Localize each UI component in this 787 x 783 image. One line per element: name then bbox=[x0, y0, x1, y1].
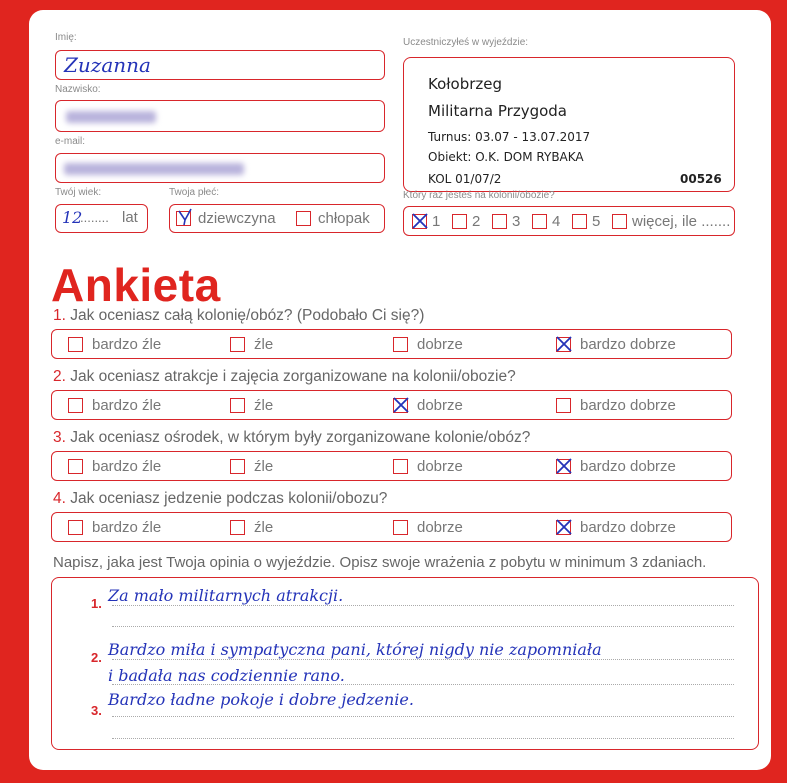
wiek-value: 12 bbox=[62, 208, 83, 227]
rating-option-label: bardzo dobrze bbox=[580, 336, 676, 353]
times-checkbox-more[interactable] bbox=[612, 214, 627, 229]
rating-option-label: bardzo źle bbox=[92, 458, 162, 475]
rating-row-4 bbox=[51, 512, 732, 542]
nazwisko-label: Nazwisko: bbox=[55, 84, 101, 95]
rating-option-label: bardzo dobrze bbox=[580, 397, 676, 414]
times-option-3: 3 bbox=[512, 213, 521, 230]
wiek-dots: ........ bbox=[80, 210, 109, 225]
rating-option-label: bardzo źle bbox=[92, 336, 162, 353]
rating-option-label: źle bbox=[254, 397, 274, 414]
times-option-5: 5 bbox=[592, 213, 601, 230]
rating-row-3 bbox=[51, 451, 732, 481]
opinion-text-2: Bardzo miła i sympatyczna pani, której nigdy nie zapomniała bbox=[108, 640, 602, 659]
rating-row-2 bbox=[51, 390, 732, 420]
opinion-text-3: Bardzo ładne pokoje i dobre jedzenie. bbox=[108, 690, 414, 709]
rating-option-label: źle bbox=[254, 458, 274, 475]
check-mark-icon bbox=[411, 212, 429, 230]
plec-option-chlopak: chłopak bbox=[318, 210, 370, 227]
imie-value: Zuzanna bbox=[64, 53, 151, 77]
writing-line bbox=[112, 659, 734, 660]
rating-option-label: bardzo dobrze bbox=[580, 519, 676, 536]
writing-line bbox=[112, 605, 734, 606]
opinion-text-1: Za mało militarnych atrakcji. bbox=[108, 586, 344, 605]
writing-line bbox=[112, 716, 734, 717]
imie-label: Imię: bbox=[55, 32, 77, 43]
question-text: Jak oceniasz jedzenie podczas kolonii/obozu? bbox=[70, 490, 388, 507]
times-option-1: 1 bbox=[432, 213, 441, 230]
rating-option-label: dobrze bbox=[417, 336, 463, 353]
survey-title: Ankieta bbox=[51, 259, 221, 311]
times-checkbox-2[interactable] bbox=[452, 214, 467, 229]
times-checkbox-3[interactable] bbox=[492, 214, 507, 229]
redacted-email bbox=[64, 163, 244, 175]
opinion-num-1: 1. bbox=[91, 596, 102, 611]
question-number: 1. bbox=[53, 307, 66, 324]
times-option-2: 2 bbox=[472, 213, 481, 230]
plec-field bbox=[169, 204, 385, 233]
survey-sheet bbox=[29, 10, 771, 770]
rating-option-label: dobrze bbox=[417, 458, 463, 475]
times-checkbox-5[interactable] bbox=[572, 214, 587, 229]
question-number: 4. bbox=[53, 490, 66, 507]
email-field[interactable] bbox=[55, 153, 385, 183]
opinion-num-3: 3. bbox=[91, 703, 102, 718]
rating-option-label: źle bbox=[254, 336, 274, 353]
trip-turnus: Turnus: 03.07 - 13.07.2017 bbox=[428, 130, 591, 144]
plec-label: Twoja płeć: bbox=[169, 187, 220, 198]
rating-checkbox[interactable] bbox=[68, 337, 83, 352]
times-checkbox-4[interactable] bbox=[532, 214, 547, 229]
check-mark-icon bbox=[555, 335, 573, 353]
rating-checkbox[interactable] bbox=[393, 520, 408, 535]
question-text: Jak oceniasz ośrodek, w którym były zorganizowane kolonie/obóz? bbox=[70, 429, 531, 446]
times-label: Który raz jesteś na kolonii/obozie? bbox=[403, 190, 555, 201]
question-number: 3. bbox=[53, 429, 66, 446]
wiek-label: Twój wiek: bbox=[55, 187, 102, 198]
opinion-prompt: Napisz, jaka jest Twoja opinia o wyjeździe. Opisz swoje wrażenia z pobytu w minimum 3 zdaniach. bbox=[53, 554, 707, 571]
trip-label: Uczestniczyłeś w wyjeździe: bbox=[403, 37, 529, 48]
opinion-text-2b: i badała nas codziennie rano. bbox=[108, 666, 345, 685]
trip-obiekt: Obiekt: O.K. DOM RYBAKA bbox=[428, 150, 584, 164]
times-option-4: 4 bbox=[552, 213, 561, 230]
trip-program: Militarna Przygoda bbox=[428, 102, 567, 120]
check-mark-icon bbox=[555, 518, 573, 536]
question-text: Jak oceniasz całą kolonię/obóz? (Podobało Ci się?) bbox=[70, 307, 425, 324]
rating-checkbox[interactable] bbox=[230, 398, 245, 413]
rating-option-label: bardzo źle bbox=[92, 397, 162, 414]
rating-checkbox[interactable] bbox=[556, 398, 571, 413]
rating-checkbox[interactable] bbox=[230, 337, 245, 352]
rating-checkbox[interactable] bbox=[68, 398, 83, 413]
question-2 bbox=[53, 368, 516, 386]
rating-checkbox[interactable] bbox=[68, 459, 83, 474]
rating-checkbox[interactable] bbox=[393, 337, 408, 352]
trip-city: Kołobrzeg bbox=[428, 75, 503, 93]
opinion-num-2: 2. bbox=[91, 650, 102, 665]
check-mark-icon bbox=[555, 457, 573, 475]
wiek-field[interactable] bbox=[55, 204, 148, 233]
question-text: Jak oceniasz atrakcje i zajęcia zorganizowane na kolonii/obozie? bbox=[70, 368, 516, 385]
nazwisko-field[interactable] bbox=[55, 100, 385, 132]
check-mark-icon bbox=[176, 208, 194, 226]
imie-field[interactable] bbox=[55, 50, 385, 80]
rating-checkbox[interactable] bbox=[230, 520, 245, 535]
opinion-textarea[interactable] bbox=[51, 577, 759, 750]
wiek-unit: lat bbox=[122, 209, 138, 226]
rating-option-label: dobrze bbox=[417, 519, 463, 536]
writing-line bbox=[112, 738, 734, 739]
check-mark-icon bbox=[392, 396, 410, 414]
redacted-surname bbox=[66, 111, 156, 123]
rating-row-1 bbox=[51, 329, 732, 359]
rating-checkbox[interactable] bbox=[230, 459, 245, 474]
rating-option-label: źle bbox=[254, 519, 274, 536]
email-label: e-mail: bbox=[55, 136, 86, 147]
writing-line bbox=[112, 626, 734, 627]
rating-option-label: dobrze bbox=[417, 397, 463, 414]
rating-checkbox[interactable] bbox=[393, 459, 408, 474]
rating-option-label: bardzo dobrze bbox=[580, 458, 676, 475]
times-field bbox=[403, 206, 735, 236]
question-4 bbox=[53, 490, 387, 508]
trip-code: KOL 01/07/2 bbox=[428, 172, 502, 186]
question-1 bbox=[53, 307, 424, 325]
trip-number: 00526 bbox=[680, 172, 722, 186]
trip-stamp bbox=[403, 57, 735, 192]
rating-checkbox[interactable] bbox=[68, 520, 83, 535]
plec-option-dziewczyna: dziewczyna bbox=[198, 210, 276, 227]
question-number: 2. bbox=[53, 368, 66, 385]
question-3 bbox=[53, 429, 530, 447]
rating-option-label: bardzo źle bbox=[92, 519, 162, 536]
plec-checkbox-chlopak[interactable] bbox=[296, 211, 311, 226]
times-option-more: więcej, ile ....... bbox=[632, 213, 731, 230]
